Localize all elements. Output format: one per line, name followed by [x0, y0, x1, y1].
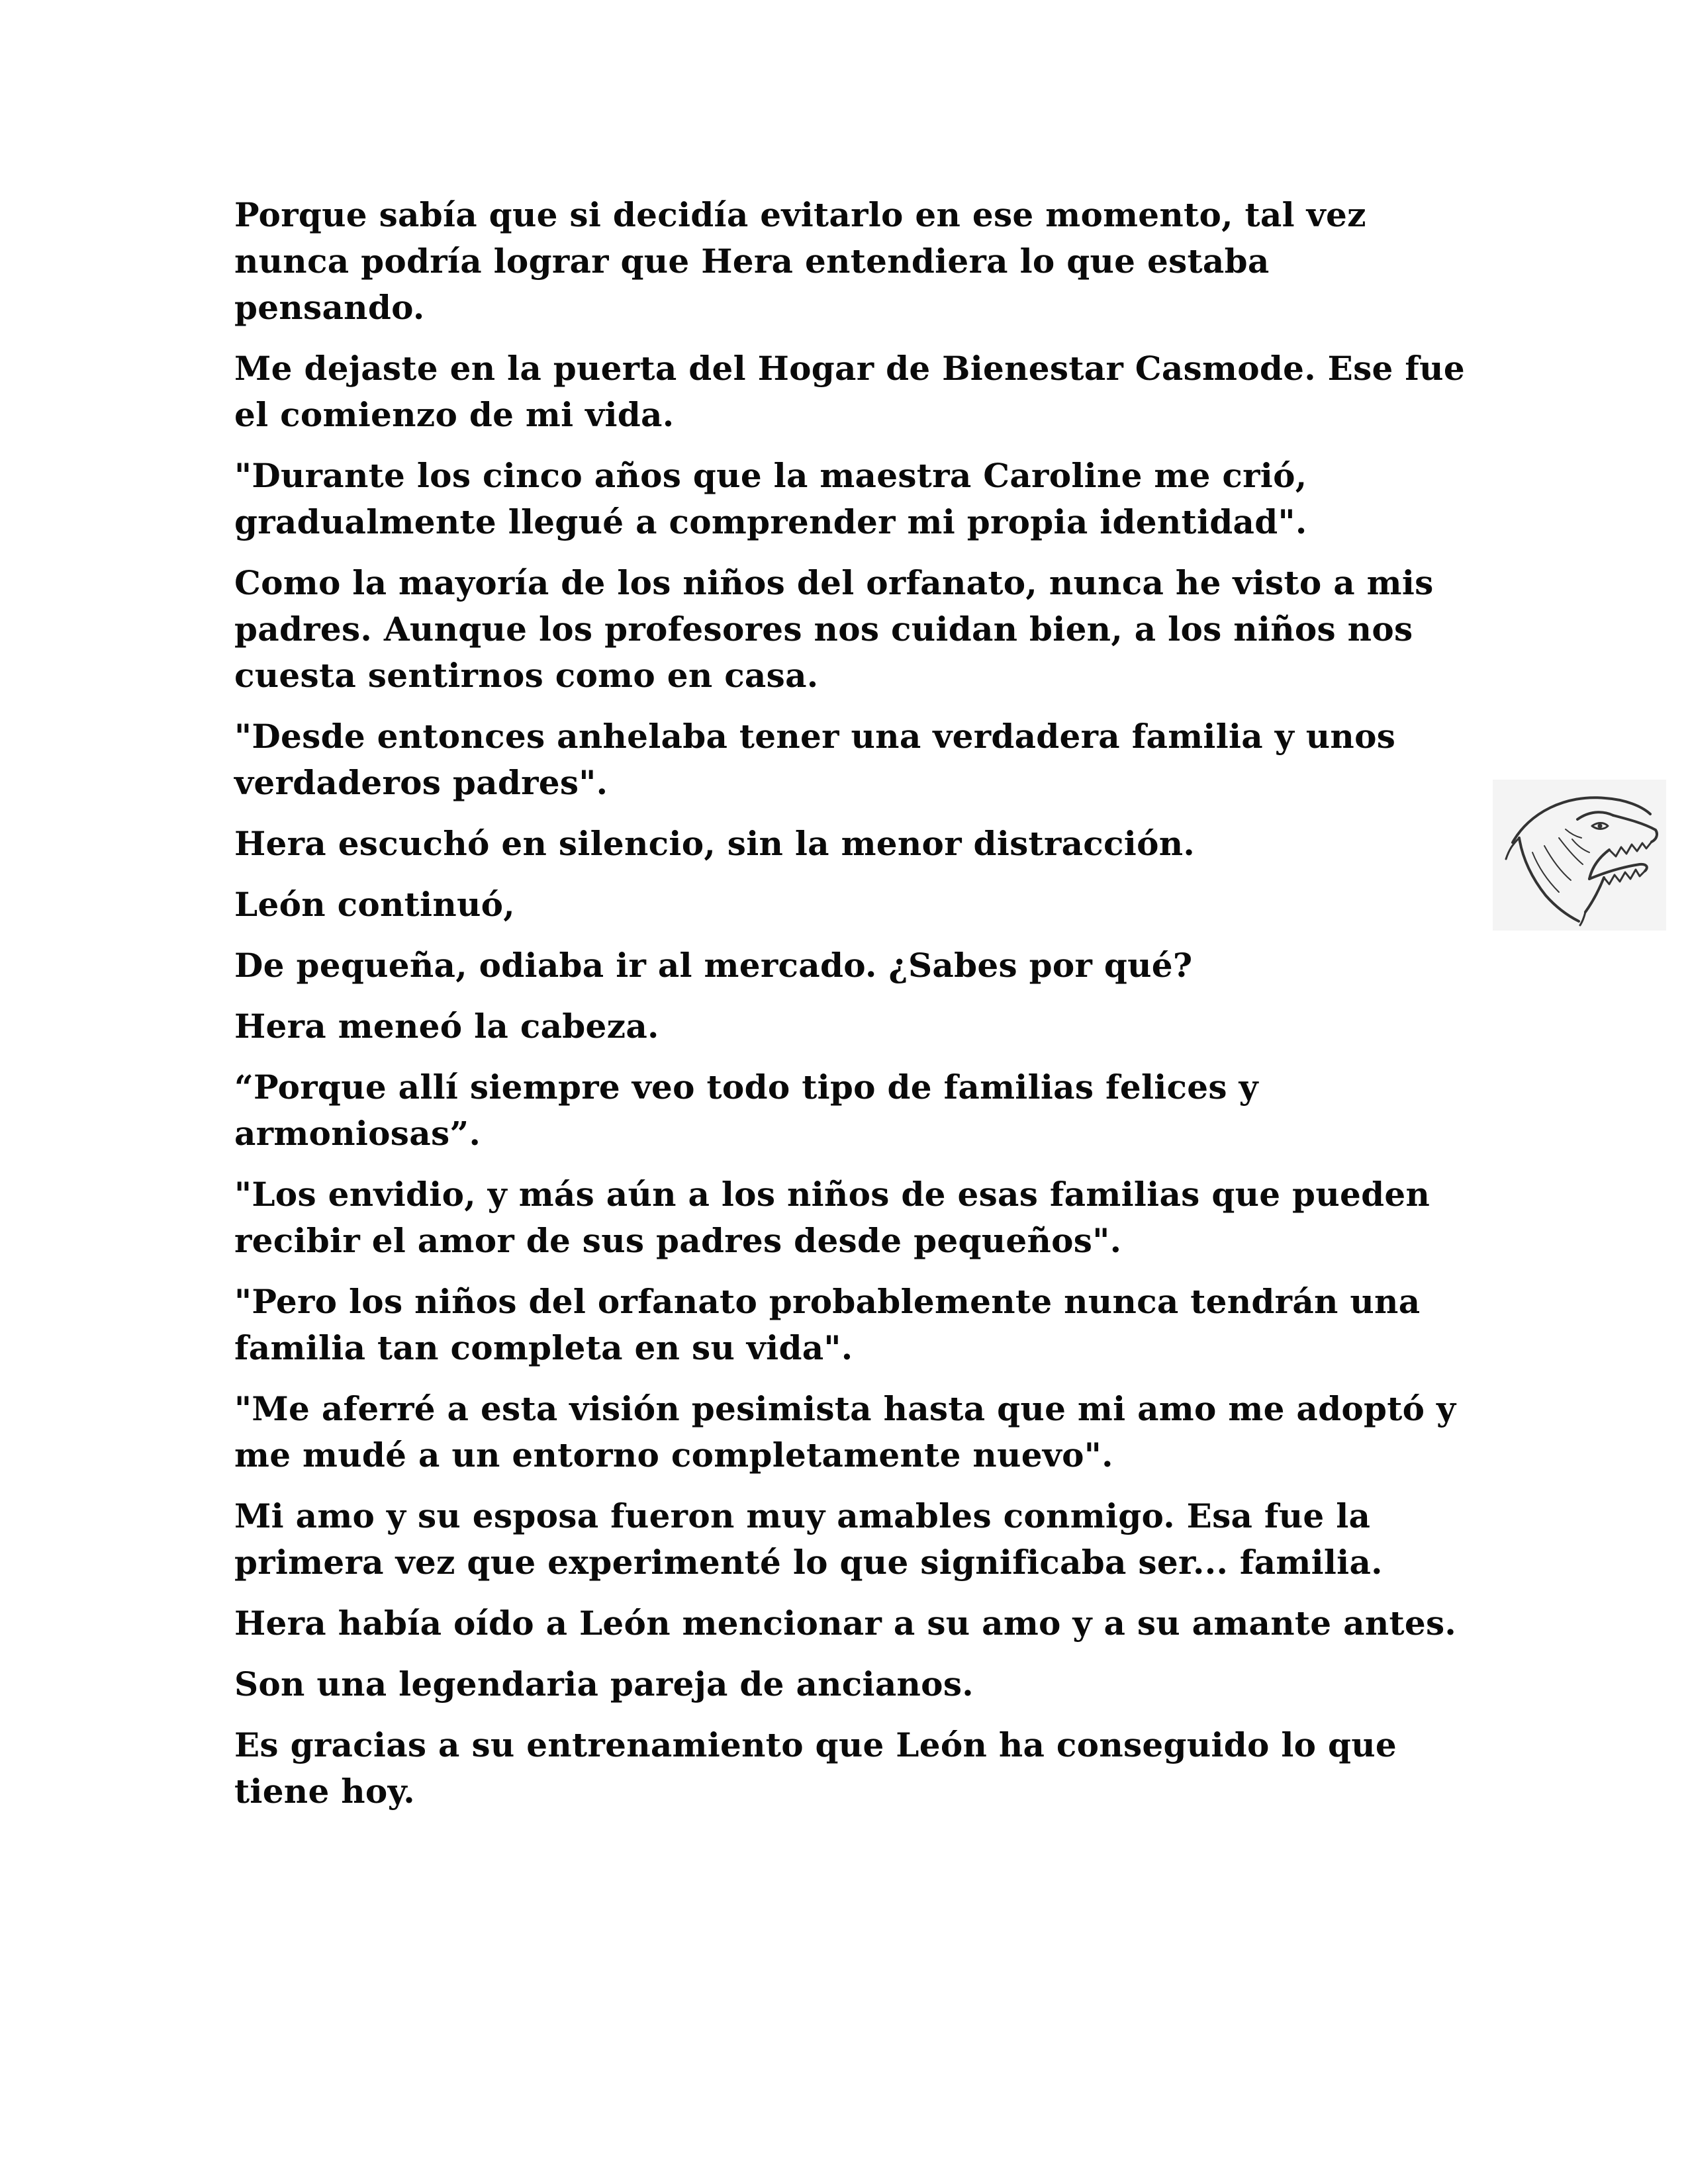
- paragraph: Mi amo y su esposa fueron muy amables conmigo. Esa fue la primera vez que experimenté lo que significaba ser... familia.: [234, 1496, 1383, 1582]
- paragraph: Porque sabía que si decidía evitarlo en ese momento, tal vez nunca podría lograr que Hera entendiera lo que estaba pensando.: [234, 195, 1366, 327]
- paragraph: "Pero los niños del orfanato probablemente nunca tendrán una familia tan completa en su vida".: [234, 1282, 1421, 1367]
- paragraph: "Desde entonces anhelaba tener una verdadera familia y unos verdaderos padres".: [234, 717, 1396, 802]
- dinosaur-head-sketch-icon: [1493, 780, 1666, 931]
- paragraph: Es gracias a su entrenamiento que León ha conseguido lo que tiene hoy.: [234, 1725, 1397, 1811]
- paragraph: “Porque allí siempre veo todo tipo de familias felices y armoniosas”.: [234, 1068, 1258, 1153]
- paragraph: De pequeña, odiaba ir al mercado. ¿Sabes por qué?: [234, 946, 1193, 985]
- paragraph: Son una legendaria pareja de ancianos.: [234, 1664, 974, 1704]
- paragraph: "Durante los cinco años que la maestra Caroline me crió, gradualmente llegué a comprender mi propia identidad".: [234, 456, 1307, 541]
- paragraph: Hera escuchó en silencio, sin la menor distracción.: [234, 824, 1196, 863]
- story-text: [234, 192, 1466, 1829]
- paragraph: "Me aferré a esta visión pesimista hasta que mi amo me adoptó y me mudé a un entorno completamente nuevo".: [234, 1389, 1456, 1475]
- paragraph: Hera había oído a León mencionar a su amo y a su amante antes.: [234, 1604, 1457, 1643]
- paragraph: Me dejaste en la puerta del Hogar de Bienestar Casmode. Ese fue el comienzo de mi vida.: [234, 349, 1465, 434]
- paragraph: Como la mayoría de los niños del orfanato, nunca he visto a mis padres. Aunque los profesores nos cuidan bien, a los niños nos cuesta sentirnos como en casa.: [234, 563, 1434, 695]
- paragraph: León continuó,: [234, 885, 515, 924]
- paragraph: "Los envidio, y más aún a los niños de esas familias que pueden recibir el amor de sus padres desde pequeños".: [234, 1175, 1430, 1260]
- paragraph: Hera meneó la cabeza.: [234, 1007, 659, 1046]
